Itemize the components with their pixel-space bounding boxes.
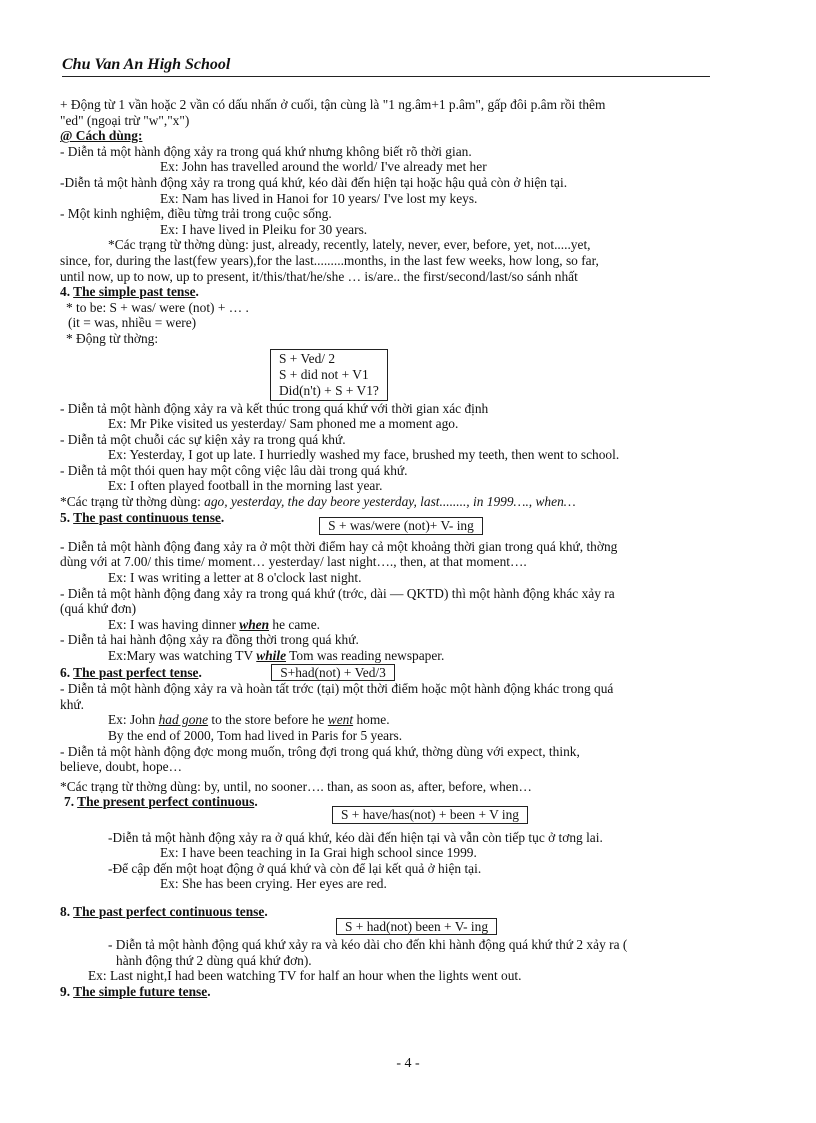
example-text: to the store before he xyxy=(208,712,328,728)
formula-line: S + Ved/ 2 xyxy=(279,350,336,366)
example: Ex: I have been teaching in Ia Grai high school since 1999. xyxy=(160,845,477,861)
section-heading-9: 9. The simple future tense. xyxy=(60,983,211,999)
header-rule xyxy=(62,76,710,77)
adverbs-list: ago, yesterday, the day beore yesterday, last........, in 1999…., when… xyxy=(204,494,576,510)
usage-heading xyxy=(60,128,732,144)
usage-item: - Diễn tả một hành động đang xảy ra trong quá khứ (trớc, dài — QKTD) thì một hành động khác xảy ra xyxy=(60,585,615,601)
example: Ex: I was writing a letter at 8 o'clock last night. xyxy=(108,570,362,586)
example: Ex: John has travelled around the world/ I've already met her xyxy=(160,159,487,175)
section-number: 8. xyxy=(60,903,74,919)
spacer xyxy=(60,892,732,904)
example-text: Ex: I was having dinner xyxy=(108,616,240,632)
document-body xyxy=(60,97,732,999)
section-number: 4. xyxy=(60,284,74,300)
example xyxy=(60,712,732,728)
usage-heading-text: @ Cách dùng: xyxy=(60,128,143,144)
verb-line: * Động từ thờng: xyxy=(66,330,159,346)
formula-row xyxy=(60,918,732,936)
usage-item: (quá khứ đơn) xyxy=(60,601,137,617)
section-heading-5: 5. The past continuous tense. xyxy=(60,509,225,525)
section-heading-6: 6. The past perfect tense. xyxy=(60,664,202,680)
example-text: he came. xyxy=(269,616,320,632)
usage-item: - Một kinh nghiệm, điều từng trải trong cuộc sống. xyxy=(60,206,332,222)
section-number: 5. xyxy=(60,509,74,525)
formula-box xyxy=(270,349,388,401)
example-text: home. xyxy=(353,712,390,728)
intro-line: + Động từ 1 vần hoặc 2 vần có dấu nhấn ở cuối, tận cùng là "1 ng.âm+1 p.âm", gấp đôi p.âm rồi thêm xyxy=(60,97,606,112)
formula-box: S+had(not) + Ved/3 xyxy=(271,664,395,682)
keyword-went: went xyxy=(327,712,354,728)
tobe-line: * to be: S + was/ were (not) + … . xyxy=(66,299,249,315)
usage-item: khứ. xyxy=(60,696,84,712)
usage-item: - Diễn tả một hành động đang xảy ra ở một thời điểm hay cả một khoảng thời gian trong quá khứ, thờng xyxy=(60,538,618,554)
section-title: The past perfect tense xyxy=(73,664,199,680)
formula-box-wrap xyxy=(60,349,732,401)
example-text: Ex: John xyxy=(108,712,159,728)
section-title: The simple future tense xyxy=(73,983,208,999)
keyword-while: while xyxy=(256,648,287,663)
section-heading-4: 4. The simple past tense. xyxy=(60,284,199,300)
usage-item: - Diễn tả một hành động quá khứ xảy ra và kéo dài cho đến khi hành động quá khứ thứ 2 xảy ra ( xyxy=(108,937,628,953)
adverbs-line xyxy=(60,494,732,510)
example: Ex: Last night,I had been watching TV for half an hour when the lights went out. xyxy=(88,968,522,984)
usage-item: - Diễn tả một thói quen hay một công việc lâu dài trong quá khứ. xyxy=(60,462,408,478)
example: Ex: Mr Pike visited us yesterday/ Sam phoned me a moment ago. xyxy=(108,416,459,432)
example: Ex: Nam has lived in Hanoi for 10 years/ I've lost my keys. xyxy=(160,190,478,206)
usage-item: - Diễn tả một hành động xảy ra trong quá khứ nhưng không biết rõ thời gian. xyxy=(60,143,472,159)
example: Ex: I have lived in Pleiku for 30 years. xyxy=(160,221,368,237)
adverbs-line: until now, up to now, up to present, it/this/that/he/she … is/are.. the first/second/last/so sánh nhất xyxy=(60,268,578,284)
adverbs-line: since, for, during the last(few years),for the last.........months, in the last few weeks, how long, so far, xyxy=(60,252,599,268)
usage-item: -Để cập đến một hoạt động ở quá khứ và còn để lại kết quả ở hiện tại. xyxy=(108,860,482,876)
section-number: 9. xyxy=(60,983,74,999)
section-title: The present perfect continuous xyxy=(77,794,255,810)
section-heading-6-row xyxy=(60,664,732,682)
adverbs-line: *Các trạng từ thờng dùng: just, already, recently, lately, never, ever, before, yet, not.....yet, xyxy=(108,237,591,253)
example: Ex: She has been crying. Her eyes are red. xyxy=(160,876,387,892)
formula-line: S + did not + V1 xyxy=(279,366,369,382)
usage-item: - Diễn tả một hành động xảy ra và kết thúc trong quá khứ với thời gian xác định xyxy=(60,400,489,416)
formula-box: S + have/has(not) + been + V ing xyxy=(332,806,528,824)
section-title: The past continuous tense xyxy=(73,509,221,525)
keyword-when: when xyxy=(239,616,270,632)
section-title: The past perfect continuous tense xyxy=(73,903,265,919)
intro-line: "ed" (ngoại trừ "w","x") xyxy=(60,112,190,128)
usage-item: - Diễn tả một hành động đợc mong muốn, trông đợi trong quá khứ, thờng dùng với expect, think, xyxy=(60,743,580,759)
keyword-had-gone: had gone xyxy=(158,712,209,728)
usage-item: hành động thứ 2 dùng quá khứ đơn). xyxy=(116,952,312,968)
usage-item: -Diễn tả một hành động xảy ra trong quá khứ, kéo dài đến hiện tại hoặc hậu quả còn ở hiện tại. xyxy=(60,174,568,190)
page-number: - 4 - xyxy=(396,1056,420,1071)
section-title: The simple past tense xyxy=(73,284,196,300)
example xyxy=(60,617,732,633)
usage-item: believe, doubt, hope… xyxy=(60,759,182,775)
usage-item: - Diễn tả hai hành động xảy ra đồng thời trong quá khứ. xyxy=(60,632,359,648)
usage-item: - Diễn tả một chuỗi các sự kiện xảy ra trong quá khứ. xyxy=(60,431,346,447)
adverbs-prefix: *Các trạng từ thờng dùng: xyxy=(60,494,205,510)
section-number: 7. xyxy=(64,794,78,810)
example: Ex: I often played football in the morning last year. xyxy=(108,478,383,494)
section-number: 6. xyxy=(60,664,74,680)
usage-item: - Diễn tả một hành động xảy ra và hoàn tất trớc (tại) một thời điểm hoặc một hành động khác trong quá xyxy=(60,681,614,697)
example-text: Ex:Mary was watching TV xyxy=(108,648,257,663)
formula-box: S + was/were (not)+ V- ing xyxy=(319,517,483,535)
section-heading-8: 8. The past perfect continuous tense. xyxy=(60,903,268,919)
usage-item: dùng với at 7.00/ this time/ moment… yesterday/ last night…., then, at that moment…. xyxy=(60,554,527,570)
usage-item: -Diễn tả một hành động xảy ra ở quá khứ, kéo dài đến hiện tại và vẫn còn tiếp tục ở tơng lai. xyxy=(108,829,603,845)
adverbs-line: *Các trạng từ thờng dùng: by, until, no sooner…. than, as soon as, after, before, when… xyxy=(60,778,532,794)
formula-box: S + had(not) been + V- ing xyxy=(336,918,497,936)
example: By the end of 2000, Tom had lived in Paris for 5 years. xyxy=(108,727,403,743)
example xyxy=(60,648,732,664)
example-text: Tom was reading newspaper. xyxy=(286,648,445,663)
tobe-note: (it = was, nhiều = were) xyxy=(68,315,197,331)
example: Ex: Yesterday, I got up late. I hurriedly washed my face, brushed my teeth, then went to school. xyxy=(108,447,620,463)
formula-line: Did(n't) + S + V1? xyxy=(279,382,379,398)
section-heading-7: 7. The present perfect continuous. xyxy=(64,794,258,810)
header-title: Chu Van An High School xyxy=(62,56,231,73)
